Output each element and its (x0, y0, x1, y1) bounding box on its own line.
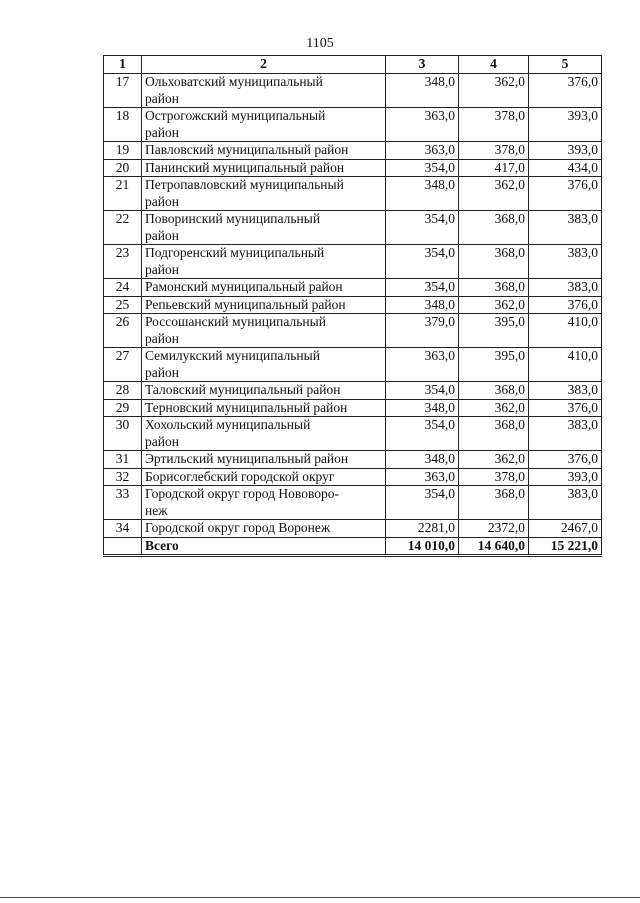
value-col-4: 368,0 (459, 245, 529, 279)
value-col-3: 348,0 (386, 296, 459, 314)
district-name (142, 245, 386, 279)
district-name (142, 279, 386, 297)
value-col-3: 348,0 (386, 74, 459, 108)
allocation-table (103, 55, 602, 557)
value-col-3: 363,0 (386, 468, 459, 486)
value-col-3: 354,0 (386, 417, 459, 451)
value-col-5: 410,0 (529, 348, 602, 382)
row-number: 19 (104, 142, 142, 160)
district-name (142, 142, 386, 160)
value-col-4: 378,0 (459, 108, 529, 142)
district-name (142, 177, 386, 211)
district-name (142, 468, 386, 486)
value-col-5: 376,0 (529, 296, 602, 314)
value-col-5: 393,0 (529, 468, 602, 486)
value-col-5: 383,0 (529, 486, 602, 520)
table-row (104, 399, 602, 417)
row-number: 18 (104, 108, 142, 142)
value-col-4: 362,0 (459, 399, 529, 417)
row-number: 20 (104, 159, 142, 177)
value-col-4: 362,0 (459, 177, 529, 211)
row-number: 17 (104, 74, 142, 108)
table-row (104, 314, 602, 348)
district-name-line: район (145, 364, 179, 380)
value-col-5: 383,0 (529, 211, 602, 245)
total-value-col-4: 14 640,0 (459, 537, 529, 556)
value-col-4: 378,0 (459, 142, 529, 160)
value-col-5: 383,0 (529, 279, 602, 297)
page-bottom-rule (0, 897, 640, 898)
district-name-line: Россошанский муниципальный (145, 314, 326, 329)
value-col-4: 368,0 (459, 279, 529, 297)
table-row (104, 211, 602, 245)
value-col-3: 363,0 (386, 142, 459, 160)
value-col-4: 368,0 (459, 211, 529, 245)
value-col-5: 434,0 (529, 159, 602, 177)
total-value-col-3: 14 010,0 (386, 537, 459, 556)
district-name-line: Терновский муниципальный район (145, 399, 348, 415)
district-name-line: Подгоренский муниципальный (145, 245, 325, 260)
table-row (104, 486, 602, 520)
table-row (104, 177, 602, 211)
value-col-5: 376,0 (529, 451, 602, 469)
row-number: 22 (104, 211, 142, 245)
table-row (104, 108, 602, 142)
district-name (142, 451, 386, 469)
header-row (104, 56, 602, 74)
row-number: 21 (104, 177, 142, 211)
district-name-line: Павловский муниципальный район (145, 142, 349, 157)
district-name-line: Эртильский муниципальный район (145, 451, 349, 466)
value-col-3: 2281,0 (386, 520, 459, 538)
total-value-col-5: 15 221,0 (529, 537, 602, 556)
value-col-5: 383,0 (529, 417, 602, 451)
table-row (104, 159, 602, 177)
table-row (104, 74, 602, 108)
value-col-3: 354,0 (386, 245, 459, 279)
row-number: 29 (104, 399, 142, 417)
district-name-line: Борисоглебский городской округ (145, 468, 335, 484)
value-col-4: 395,0 (459, 348, 529, 382)
district-name-line: район (145, 433, 179, 449)
district-name-line: Панинский муниципальный район (145, 159, 345, 175)
district-name-line: Петропавловский муниципальный (145, 177, 344, 192)
row-number: 33 (104, 486, 142, 520)
row-number: 24 (104, 279, 142, 297)
district-name (142, 211, 386, 245)
district-name (142, 159, 386, 177)
value-col-4: 362,0 (459, 451, 529, 469)
district-name-line: Репьевский муниципальный район (145, 296, 346, 312)
value-col-3: 354,0 (386, 211, 459, 245)
value-col-3: 354,0 (386, 279, 459, 297)
total-num-cell (104, 537, 142, 556)
value-col-5: 2467,0 (529, 520, 602, 538)
district-name-line: Рамонский муниципальный район (145, 279, 343, 294)
value-col-4: 368,0 (459, 486, 529, 520)
value-col-3: 363,0 (386, 108, 459, 142)
value-col-4: 417,0 (459, 159, 529, 177)
value-col-3: 354,0 (386, 486, 459, 520)
district-name-line: Ольховатский муниципальный (145, 74, 323, 89)
value-col-5: 383,0 (529, 382, 602, 400)
district-name-line: район (145, 193, 179, 209)
table-row (104, 451, 602, 469)
district-name-line: район (145, 261, 179, 277)
table-footer (104, 537, 602, 556)
header-col-1: 1 (104, 56, 142, 74)
total-row (104, 537, 602, 556)
value-col-4: 368,0 (459, 382, 529, 400)
value-col-5: 376,0 (529, 399, 602, 417)
row-number: 34 (104, 520, 142, 538)
district-name (142, 399, 386, 417)
value-col-3: 348,0 (386, 177, 459, 211)
district-name (142, 108, 386, 142)
value-col-4: 378,0 (459, 468, 529, 486)
district-name (142, 314, 386, 348)
row-number: 30 (104, 417, 142, 451)
table-row (104, 468, 602, 486)
district-name-line: район (145, 124, 179, 140)
district-name-line: район (145, 227, 179, 243)
district-name (142, 382, 386, 400)
district-name-line: район (145, 330, 179, 346)
value-col-5: 393,0 (529, 142, 602, 160)
value-col-4: 362,0 (459, 74, 529, 108)
table-row (104, 279, 602, 297)
district-name-line: Хохольский муниципальный (145, 417, 311, 432)
value-col-5: 383,0 (529, 245, 602, 279)
value-col-5: 410,0 (529, 314, 602, 348)
table-body (104, 74, 602, 538)
value-col-4: 395,0 (459, 314, 529, 348)
district-name-line: Таловский муниципальный район (145, 382, 341, 397)
district-name (142, 520, 386, 538)
value-col-5: 376,0 (529, 74, 602, 108)
table-row (104, 520, 602, 538)
value-col-3: 379,0 (386, 314, 459, 348)
value-col-3: 363,0 (386, 348, 459, 382)
header-col-5: 5 (529, 56, 602, 74)
value-col-5: 376,0 (529, 177, 602, 211)
district-name-line: Городской округ город Нововоро- (145, 486, 339, 501)
table-row (104, 382, 602, 400)
value-col-4: 362,0 (459, 296, 529, 314)
row-number: 26 (104, 314, 142, 348)
district-name-line: Семилукский муниципальный (145, 348, 320, 363)
district-name (142, 348, 386, 382)
district-name-line: Городской округ город Воронеж (145, 520, 331, 535)
row-number: 31 (104, 451, 142, 469)
row-number: 25 (104, 296, 142, 314)
row-number: 23 (104, 245, 142, 279)
district-name (142, 417, 386, 451)
value-col-4: 2372,0 (459, 520, 529, 538)
district-name (142, 74, 386, 108)
district-name-line: Острогожский муниципальный (145, 108, 326, 123)
district-name-line: Поворинский муниципальный (145, 211, 321, 226)
header-col-4: 4 (459, 56, 529, 74)
value-col-3: 354,0 (386, 159, 459, 177)
table-row (104, 417, 602, 451)
row-number: 32 (104, 468, 142, 486)
row-number: 27 (104, 348, 142, 382)
district-name (142, 296, 386, 314)
value-col-3: 354,0 (386, 382, 459, 400)
header-col-3: 3 (386, 56, 459, 74)
value-col-4: 368,0 (459, 417, 529, 451)
district-name (142, 486, 386, 520)
table-row (104, 142, 602, 160)
district-name-line: неж (145, 502, 168, 518)
value-col-5: 393,0 (529, 108, 602, 142)
district-name-line: район (145, 90, 179, 106)
table-header (104, 56, 602, 74)
total-label: Всего (142, 537, 386, 556)
table-row (104, 296, 602, 314)
value-col-3: 348,0 (386, 451, 459, 469)
table-row (104, 348, 602, 382)
value-col-3: 348,0 (386, 399, 459, 417)
page-number: 1105 (306, 36, 334, 51)
table-row (104, 245, 602, 279)
row-number: 28 (104, 382, 142, 400)
header-col-2: 2 (142, 56, 386, 74)
